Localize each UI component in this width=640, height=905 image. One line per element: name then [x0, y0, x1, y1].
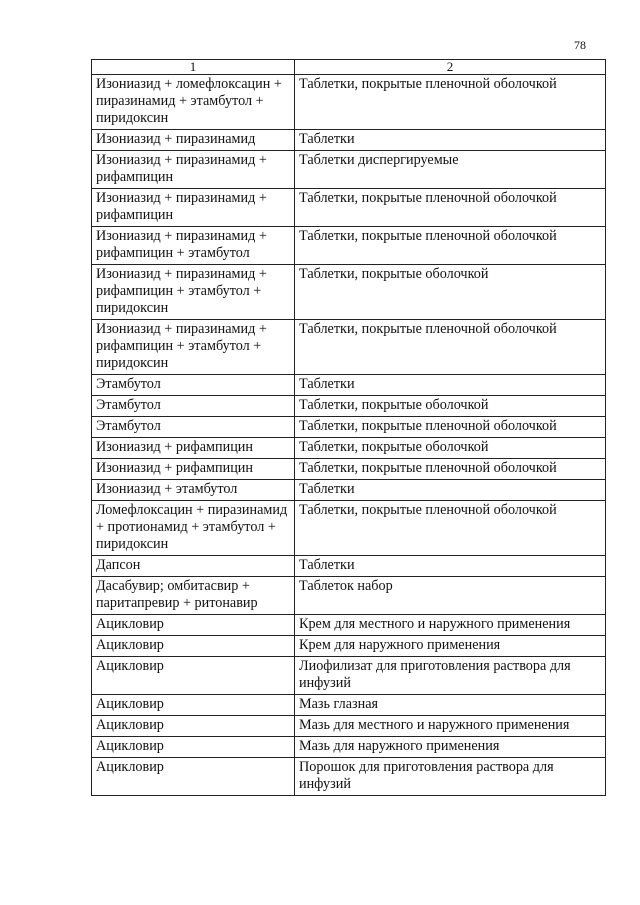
- table-row: [92, 615, 606, 636]
- dosage-form-cell: Таблетки, покрытые пленочной оболочкой: [295, 75, 606, 130]
- drug-name-cell: Ацикловир: [92, 716, 295, 737]
- column-header-1: 1: [92, 60, 295, 75]
- dosage-form-cell: Крем для наружного применения: [295, 636, 606, 657]
- drug-name-cell: Этамбутол: [92, 417, 295, 438]
- drug-form-table: [91, 59, 606, 796]
- dosage-form-cell: Таблетки, покрытые пленочной оболочкой: [295, 320, 606, 375]
- table-row: [92, 758, 606, 796]
- table-row: [92, 636, 606, 657]
- drug-name-cell: Ацикловир: [92, 657, 295, 695]
- dosage-form-cell: Крем для местного и наружного применения: [295, 615, 606, 636]
- table-row: [92, 396, 606, 417]
- table-row: [92, 227, 606, 265]
- drug-name-cell: Изониазид + пиразинамид: [92, 130, 295, 151]
- drug-name-cell: Изониазид + этамбутол: [92, 480, 295, 501]
- drug-name-cell: Ацикловир: [92, 758, 295, 796]
- table-row: [92, 556, 606, 577]
- drug-name-cell: Ацикловир: [92, 636, 295, 657]
- drug-name-cell: Этамбутол: [92, 396, 295, 417]
- dosage-form-cell: Таблеток набор: [295, 577, 606, 615]
- dosage-form-cell: Таблетки: [295, 556, 606, 577]
- drug-name-cell: Изониазид + пиразинамид + рифампицин: [92, 151, 295, 189]
- table-row: [92, 130, 606, 151]
- drug-name-cell: Дапсон: [92, 556, 295, 577]
- table-row: [92, 459, 606, 480]
- dosage-form-cell: Таблетки: [295, 480, 606, 501]
- table-row: [92, 657, 606, 695]
- drug-name-cell: Изониазид + пиразинамид + рифампицин: [92, 189, 295, 227]
- drug-name-cell: Ацикловир: [92, 695, 295, 716]
- dosage-form-cell: Таблетки, покрытые оболочкой: [295, 438, 606, 459]
- dosage-form-cell: Таблетки диспергируемые: [295, 151, 606, 189]
- dosage-form-cell: Таблетки, покрытые оболочкой: [295, 396, 606, 417]
- table-row: [92, 320, 606, 375]
- dosage-form-cell: Мазь для наружного применения: [295, 737, 606, 758]
- table-row: [92, 737, 606, 758]
- dosage-form-cell: Таблетки, покрытые пленочной оболочкой: [295, 227, 606, 265]
- table-row: [92, 189, 606, 227]
- table-row: [92, 501, 606, 556]
- table-row: [92, 695, 606, 716]
- drug-name-cell: Изониазид + пиразинамид + рифампицин + этамбутол + пиридоксин: [92, 265, 295, 320]
- dosage-form-cell: Мазь глазная: [295, 695, 606, 716]
- dosage-form-cell: Таблетки, покрытые оболочкой: [295, 265, 606, 320]
- dosage-form-cell: Порошок для приготовления раствора для инфузий: [295, 758, 606, 796]
- dosage-form-cell: Таблетки, покрытые пленочной оболочкой: [295, 417, 606, 438]
- table-row: [92, 716, 606, 737]
- drug-name-cell: Ломефлоксацин + пиразинамид + протионамид + этамбутол + пиридоксин: [92, 501, 295, 556]
- table-row: [92, 438, 606, 459]
- dosage-form-cell: Таблетки, покрытые пленочной оболочкой: [295, 501, 606, 556]
- dosage-form-cell: Таблетки, покрытые пленочной оболочкой: [295, 189, 606, 227]
- drug-name-cell: Ацикловир: [92, 615, 295, 636]
- dosage-form-cell: Мазь для местного и наружного применения: [295, 716, 606, 737]
- drug-name-cell: Изониазид + пиразинамид + рифампицин + этамбутол + пиридоксин: [92, 320, 295, 375]
- drug-name-cell: Изониазид + рифампицин: [92, 459, 295, 480]
- drug-name-cell: Ацикловир: [92, 737, 295, 758]
- table-row: [92, 417, 606, 438]
- drug-name-cell: Дасабувир; омбитасвир + паритапревир + ритонавир: [92, 577, 295, 615]
- drug-name-cell: Изониазид + ломефлоксацин + пиразинамид + этамбутол + пиридоксин: [92, 75, 295, 130]
- table-row: [92, 480, 606, 501]
- table-row: [92, 265, 606, 320]
- dosage-form-cell: Таблетки: [295, 130, 606, 151]
- dosage-form-cell: Таблетки, покрытые пленочной оболочкой: [295, 459, 606, 480]
- table-row: [92, 151, 606, 189]
- table-header-row: [92, 60, 606, 75]
- table-row: [92, 577, 606, 615]
- page-number: 78: [574, 38, 586, 52]
- dosage-form-cell: Таблетки: [295, 375, 606, 396]
- table-row: [92, 375, 606, 396]
- drug-name-cell: Изониазид + рифампицин: [92, 438, 295, 459]
- drug-name-cell: Изониазид + пиразинамид + рифампицин + этамбутол: [92, 227, 295, 265]
- table-row: [92, 75, 606, 130]
- dosage-form-cell: Лиофилизат для приготовления раствора для инфузий: [295, 657, 606, 695]
- drug-name-cell: Этамбутол: [92, 375, 295, 396]
- column-header-2: 2: [295, 60, 606, 75]
